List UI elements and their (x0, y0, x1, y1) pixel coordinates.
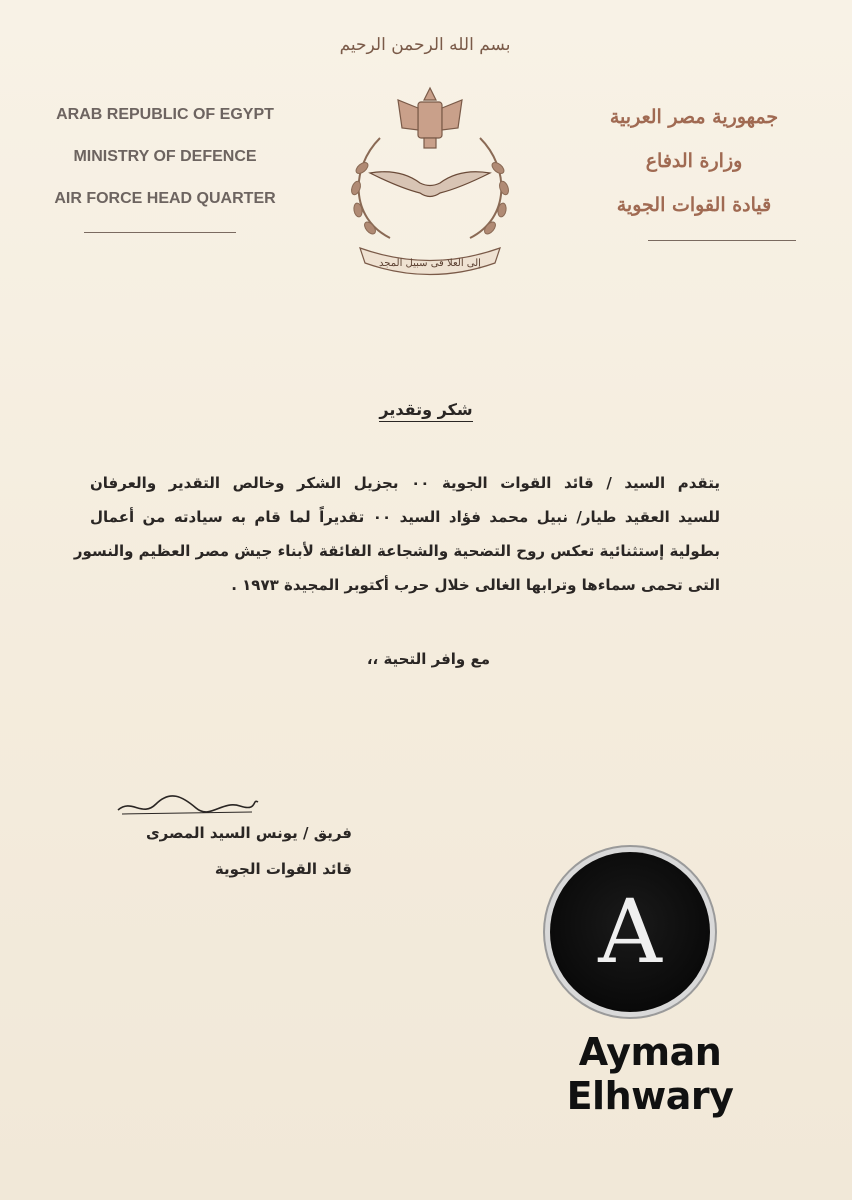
arabic-header (574, 103, 814, 235)
closing-salutation: مع وافر التحية ،، (366, 650, 490, 668)
document-title (326, 400, 526, 419)
document-title-text: شكر وتقدير (379, 400, 472, 422)
letter-body (73, 468, 720, 604)
signatory-block (92, 818, 352, 890)
english-header (30, 103, 300, 229)
arabic-header-country: جمهورية مصر العربية (609, 106, 779, 128)
signatory-position: قائد القوات الجوية (214, 860, 352, 878)
basmala: بسم الله الرحمن الرحيم (339, 35, 511, 55)
english-header-rule (84, 232, 236, 233)
body-line: بطولية إستثنائية تعكس روح التضحية والشجاعة الفائقة لأبناء جيش مصر العظيم والنسور (73, 542, 720, 560)
air-force-emblem-icon (340, 78, 520, 288)
signatory-rank-name: فريق / يونس السيد المصرى (145, 824, 352, 842)
emblem-motto: إلى العلا فى سبيل المجد (379, 258, 481, 269)
arabic-header-department: قيادة القوات الجوية (616, 194, 772, 216)
arabic-header-rule (648, 240, 796, 241)
body-line: يتقدم السيد / قائد القوات الجوية ٠٠ بجزيل الشكر وخالص التقدير والعرفان (90, 474, 720, 492)
body-line: التى تحمى سماءها وترابها الغالى خلال حرب أكتوبر المجيدة ١٩٧٣ . (231, 576, 720, 594)
watermark-logo-icon (550, 852, 710, 1012)
handwritten-signature (112, 790, 262, 820)
english-header-ministry: MINISTRY OF DEFENCE (73, 148, 257, 165)
english-header-country: ARAB REPUBLIC OF EGYPT (56, 106, 274, 123)
watermark-name: Ayman Elhwary (566, 1030, 734, 1118)
watermark-logo-letter: A (598, 880, 662, 983)
arabic-header-ministry: وزارة الدفاع (645, 150, 743, 172)
body-line: للسيد العقيد طيار/ نبيل محمد فؤاد السيد ٠٠ تقديراً لما قام به سيادته من أعمال (90, 508, 720, 526)
english-header-department: AIR FORCE HEAD QUARTER (54, 190, 276, 207)
